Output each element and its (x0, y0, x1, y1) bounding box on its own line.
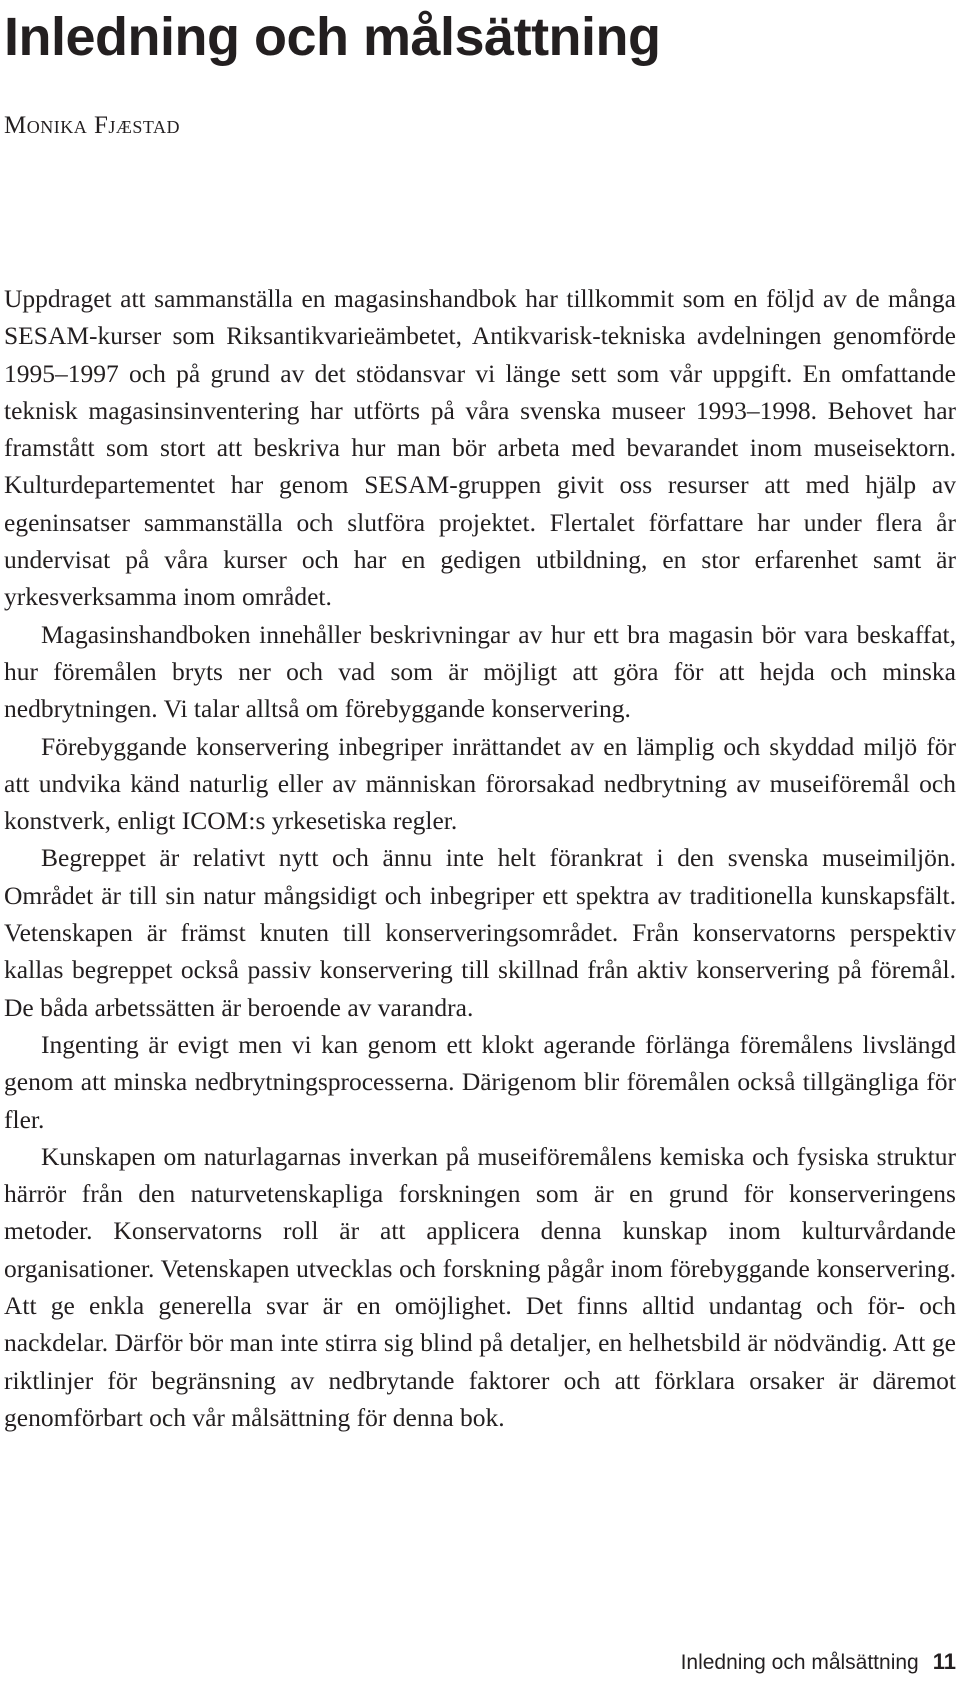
paragraph: Förebyggande konservering inbegriper inrättandet av en lämplig och skyddad miljö för att undvika känd naturlig eller av människan förorsakad nedbrytning av museiföremål och konstverk, enligt ICOM:s yrkesetiska regler. (4, 731, 956, 836)
author-name: Monika Fjæstad (4, 112, 180, 139)
body-text (4, 280, 956, 1436)
paragraph: Kunskapen om naturlagarnas inverkan på museiföremålens kemiska och fysiska struktur härrör från den naturvetenskapliga forskningen som är en grund för konserveringens metoder. Konservatorns roll är att applicera denna kunskap inom kulturvårdande organisationer. Vetenskapen utvecklas och forskning pågår inom förebyggande konservering. Att ge enkla generella svar är en omöjlighet. Det finns alltid undantag och för- och nackdelar. Därför bör man inte stirra sig blind på detaljer, en helhetsbild är nödvändig. Att ge riktlinjer för begränsning av nedbrytande faktorer och att förklara orsaker är däremot genomförbart och vår målsättning för denna bok. (4, 1141, 956, 1432)
running-footer (681, 1648, 956, 1677)
paragraph: Ingenting är evigt men vi kan genom ett klokt agerande förlänga föremålens livslängd genom att minska nedbrytningsprocesserna. Därigenom blir föremålen också tillgängliga för fler. (4, 1029, 956, 1134)
paragraph: Uppdraget att sammanställa en magasinshandbok har tillkommit som en följd av de många SESAM-kurser som Riksantikvarieämbetet, Antikvarisk-tekniska avdelningen genomförde 1995–1997 och på grund av det stödansvar vi länge sett som vår uppgift. En omfattande teknisk magasinsinventering har utförts på våra svenska museer 1993–1998. Behovet har framstått som stort att beskriva hur man bör arbeta med bevarandet inom museisektorn. Kulturdepartementet har genom SESAM-gruppen givit oss resurser att med hjälp av egeninsatser sammanställa och slutföra projektet. Flertalet författare har under flera år undervisat på våra kurser och har en gedigen utbildning, en stor erfarenhet samt är yrkesverksamma inom området. (4, 284, 956, 612)
running-title: Inledning och målsättning (680, 1651, 919, 1674)
page-number: 11 (932, 1649, 956, 1674)
paragraph: Begreppet är relativt nytt och ännu inte helt förankrat i den svenska museimiljön. Området är till sin natur mångsidigt och inbegriper ett spektra av traditionella kunskapsfält. Vetenskapen är främst knuten till konserveringsområdet. Från konservatorns perspektiv kallas begreppet också passiv konservering till skillnad från aktiv konservering på föremål. De båda arbetssätten är beroende av varandra. (4, 843, 956, 1022)
paragraph: Magasinshandboken innehåller beskrivningar av hur ett bra magasin bör vara beskaffat, hur föremålen bryts ner och vad som är möjligt att göra för att hejda och minska nedbrytningen. Vi talar alltså om förebyggande konservering. (4, 619, 956, 724)
chapter-title: Inledning och målsättning (4, 7, 661, 67)
